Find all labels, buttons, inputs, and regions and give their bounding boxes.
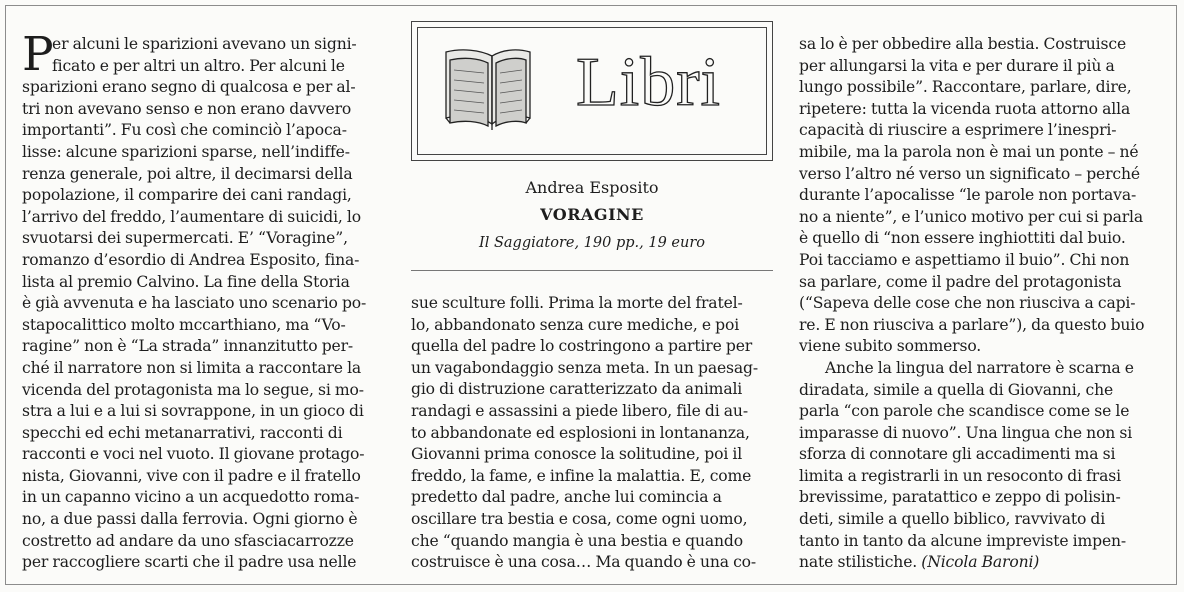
article-line: gio di distruzione caratterizzato da animali (411, 380, 743, 399)
article-line: romanzo d’esordio di Andrea Esposito, fina- (22, 250, 360, 269)
article-line: costruisce è una cosa… Ma quando è una co- (411, 553, 757, 572)
article-line: sparizioni erano segno di qualcosa e per al- (22, 78, 356, 97)
article-line: durante l’apocalisse “le parole non portava- (799, 186, 1137, 205)
article-line: per raccogliere scarti che il padre usa nelle (22, 553, 357, 572)
article-line: sa lo è per obbedire alla bestia. Costruisce (799, 35, 1127, 53)
article-line: sue sculture folli. Prima la morte del fratel- (411, 294, 743, 312)
article-line: Giovanni prima conosce la solitudine, poi il (411, 445, 743, 464)
article-line: deti, simile a quello biblico, ravvivato di (799, 510, 1106, 529)
article-line: sa parlare, come il padre del protagonista (799, 272, 1122, 291)
article-line: importanti”. Fu così che cominciò l’apoca- (22, 121, 347, 140)
article-line: specchi ed echi metanarrativi, racconti di (22, 423, 343, 442)
article-line: svuotarsi dei supermercati. E’ “Voragine”, (22, 229, 348, 248)
article-column-2 (411, 293, 773, 574)
article-line: vicenda del protagonista ma lo segue, si mo- (22, 380, 364, 399)
article-line: viene subito sommerso. (799, 337, 982, 356)
article-line: re. E non riusciva a parlare”), da questo buio (799, 315, 1145, 334)
article-column-1 (22, 27, 392, 574)
article-line: in un capanno vicino a un acquedotto roma- (22, 488, 360, 507)
article-line: diradata, simile a quella di Giovanni, che (799, 380, 1114, 399)
article-line: che “quando mangia è una bestia e quando (411, 531, 743, 550)
article-line: limita a registrarli in un resoconto di frasi (799, 466, 1121, 485)
article-line: per allungarsi la vita e per durare il più a (799, 56, 1115, 75)
article-column-3 (799, 34, 1161, 574)
article-line: ficato e per altri un altro. Per alcuni le (52, 56, 345, 75)
book-author: Andrea Esposito (525, 178, 659, 197)
article-line: stra a lui e a lui si sovrappone, in un gioco di (22, 402, 364, 421)
article-line: l’arrivo del freddo, l’aumentare di suicidi, lo (22, 207, 361, 226)
article-line: (“Sapeva delle cose che non riusciva a capi- (799, 294, 1136, 313)
article-line: un vagabondaggio senza meta. In un paesag- (411, 358, 759, 377)
article-line: costretto ad andare da uno sfasciacarrozze (22, 531, 354, 550)
article-line: stapocalittico molto mccarthiano, ma “Vo- (22, 315, 346, 334)
reviewer-signature: (Nicola Baroni) (921, 553, 1040, 572)
book-title: VORAGINE (540, 205, 644, 224)
article-line: sforza di connotare gli accadimenti ma si (799, 445, 1116, 464)
article-line: randagi e assassini a piede libero, file di au- (411, 401, 748, 420)
open-book-icon (440, 40, 550, 140)
article-line: ripetere: tutta la vicenda ruota attorno alla (799, 99, 1131, 118)
article-line: tri non avevano senso e non erano davvero (22, 99, 352, 118)
section-title-libri: Libri (576, 44, 721, 121)
article-line: nista, Giovanni, vive con il padre e il fratello (22, 466, 361, 485)
article-line: lisse: alcune sparizioni sparse, nell’indiffe- (22, 142, 350, 161)
article-line: ragine” non è “La strada” innanzitutto per- (22, 337, 354, 356)
article-line (799, 552, 1161, 574)
article-line: Poi tacciamo e aspettiamo il buio”. Chi non (799, 250, 1130, 269)
article-line: brevissime, paratattico e zeppo di polisin- (799, 488, 1121, 507)
header-divider (411, 270, 773, 271)
article-line: oscillare tra bestia e cosa, come ogni uomo, (411, 509, 748, 528)
drop-cap: P (22, 27, 54, 82)
article-line: racconti e voci nel vuoto. Il giovane protago- (22, 445, 365, 464)
article-line: no, a due passi dalla ferrovia. Ogni giorno è (22, 510, 358, 529)
article-line: lungo possibile”. Raccontare, parlare, dire, (799, 78, 1132, 97)
article-line: è quello di “non essere inghiottiti dal buio. (799, 229, 1126, 248)
article-line: Anche la lingua del narratore è scarna e (825, 358, 1134, 377)
article-line: ché il narratore non si limita a raccontare la (22, 358, 362, 377)
article-line: to abbandonate ed esplosioni in lontananza, (411, 423, 750, 442)
book-publisher: Il Saggiatore, 190 pp., 19 euro (478, 235, 705, 251)
article-line: tanto in tanto da alcune impreviste impen- (799, 531, 1127, 550)
article-line: quella del padre lo costringono a partire per (411, 337, 753, 356)
article-line: imparasse di nuovo”. Una lingua che non si (799, 423, 1133, 442)
article-line: lista al premio Calvino. La fine della Storia (22, 272, 350, 291)
article-line: è già avvenuta e ha lasciato uno scenario po- (22, 294, 367, 313)
article-line: er alcuni le sparizioni avevano un signi- (52, 35, 357, 53)
article-line: no a niente”, e l’unico motivo per cui si parla (799, 207, 1144, 226)
article-line: renza generale, poi altre, il decimarsi della (22, 164, 353, 183)
article-last-line-text: nate stilistiche. (799, 553, 922, 572)
article-line: mibile, ma la parola non è mai un ponte – né (799, 142, 1139, 161)
article-line: capacità di riuscire a esprimere l’inespri- (799, 121, 1117, 140)
article-line: predetto dal padre, anche lui comincia a (411, 488, 722, 507)
article-line: lo, abbandonato senza cure mediche, e poi (411, 315, 740, 334)
article-line: parla “con parole che scandisce come se le (799, 402, 1130, 421)
article-line: verso l’altro né verso un significato – perché (799, 164, 1140, 183)
article-line: popolazione, il comparire dei cani randagi, (22, 186, 352, 205)
article-line: freddo, la fame, e infine la malattia. E, come (411, 466, 752, 485)
